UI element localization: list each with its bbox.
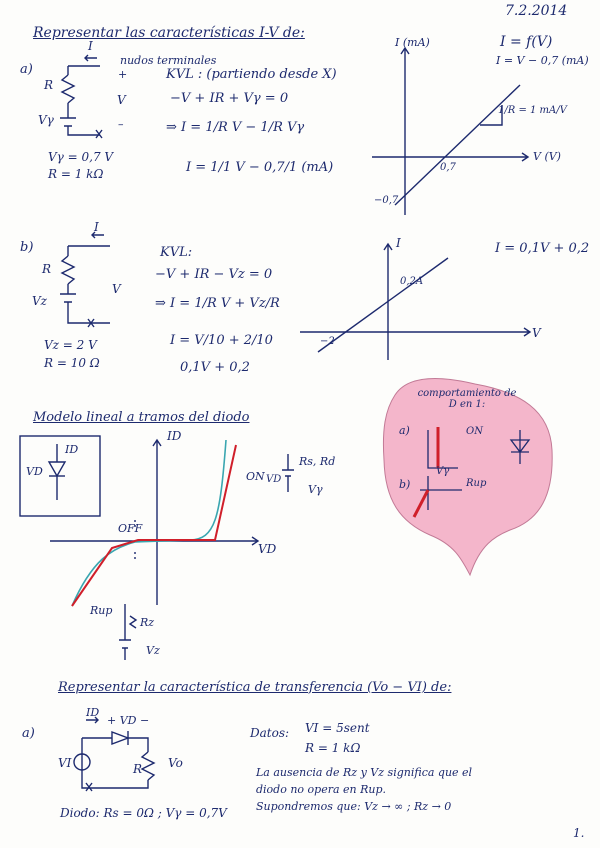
graph-eq-b: I = 0,1V + 0,2 bbox=[495, 241, 590, 256]
r-label-3: R bbox=[133, 762, 143, 776]
label-b: b) bbox=[20, 240, 34, 255]
eq1-b: −V + IR − Vz = 0 bbox=[155, 267, 273, 282]
vgamma-label-a: Vγ bbox=[38, 113, 54, 127]
rup-model bbox=[119, 604, 136, 660]
vd-label: + VD − bbox=[107, 714, 150, 727]
plus-a: + bbox=[118, 68, 128, 81]
note-line-2: diodo no opera en Rup. bbox=[256, 783, 387, 796]
pwl-red-curve bbox=[72, 445, 236, 606]
page-number: 1. bbox=[573, 826, 585, 840]
v-label-a: V bbox=[117, 93, 126, 107]
section-1-title: Representar las características I-V de: bbox=[33, 25, 305, 41]
label-a: a) bbox=[20, 62, 33, 77]
date: 7.2.2014 bbox=[505, 3, 568, 19]
on-vgamma: Vγ bbox=[308, 483, 323, 496]
section-3-title: Representar la característica de transferencia (Vo − VI) de: bbox=[58, 680, 452, 695]
on-label: ON bbox=[246, 470, 265, 483]
on-model bbox=[282, 454, 294, 492]
given-r-a: R = 1 kΩ bbox=[48, 167, 104, 181]
datos-label: Datos: bbox=[250, 726, 290, 740]
given-v-a: Vγ = 0,7 V bbox=[48, 150, 114, 164]
rz-label: Rz bbox=[140, 616, 155, 629]
bubble-title: comportamiento de D en 1: bbox=[417, 388, 517, 410]
eq2-a: ⇒ I = 1/R V − 1/R Vγ bbox=[166, 120, 305, 135]
x-axis-b: V bbox=[532, 326, 541, 340]
r-label-a: R bbox=[44, 78, 54, 92]
pwl-graph bbox=[50, 440, 258, 605]
note-line-1: La ausencia de Rz y Vz significa que el bbox=[256, 766, 473, 779]
eq3-b: I = V/10 + 2/10 bbox=[170, 333, 273, 348]
graph-title-a: I = f(V) bbox=[500, 34, 553, 50]
eq2-b: ⇒ I = 1/R V + Vz/R bbox=[155, 296, 280, 311]
given-v-b: Vz = 2 V bbox=[44, 338, 97, 352]
off-label: OFF bbox=[118, 522, 143, 535]
section-2-title: Modelo lineal a tramos del diodo bbox=[33, 410, 250, 425]
vo-label: Vo bbox=[168, 756, 183, 770]
graph-a bbox=[372, 48, 528, 215]
bubble-b: b) bbox=[399, 478, 411, 491]
circuit-b bbox=[60, 232, 110, 327]
kvl-b: KVL: bbox=[160, 245, 193, 260]
id-label: ID bbox=[86, 706, 100, 719]
label-3a: a) bbox=[22, 726, 35, 741]
rup-label: Rup bbox=[90, 604, 113, 617]
y-axis-a: I (mA) bbox=[395, 36, 430, 49]
x-axis-a: V (V) bbox=[533, 150, 561, 163]
graph-eq-a: I = V − 0,7 (mA) bbox=[496, 54, 589, 67]
kvl-a: KVL : (partiendo desde X) bbox=[166, 67, 337, 82]
y-axis-b: I bbox=[396, 236, 401, 250]
inset-current: ID bbox=[65, 443, 79, 456]
slope-a: 1/R = 1 mA/V bbox=[498, 105, 567, 116]
given-r-b: R = 10 Ω bbox=[44, 356, 100, 370]
on-model-label: Rs, Rd bbox=[299, 455, 336, 468]
vz-label-b: Vz bbox=[32, 294, 47, 308]
r-label-b: R bbox=[42, 262, 52, 276]
x-intercept-b: −2 bbox=[320, 336, 335, 347]
current-a: I bbox=[88, 39, 93, 53]
diode-params: Diodo: Rs = 0Ω ; Vγ = 0,7V bbox=[60, 806, 227, 820]
datos-vi: VI = 5sent bbox=[305, 721, 370, 735]
vi-label: VI bbox=[58, 756, 72, 770]
on-vd: VD bbox=[266, 474, 282, 485]
note-line-3: Supondremos que: Vz → ∞ ; Rz → 0 bbox=[256, 800, 452, 813]
circuit-3 bbox=[74, 717, 154, 791]
x-intercept-a: 0,7 bbox=[440, 162, 456, 173]
minus-a: – bbox=[118, 118, 124, 131]
bubble-b-rup: Rup bbox=[466, 478, 487, 489]
vz-label: Vz bbox=[146, 644, 160, 657]
datos-r: R = 1 kΩ bbox=[305, 741, 361, 755]
circuit-a bbox=[60, 55, 102, 138]
inset-vd: VD bbox=[26, 465, 43, 478]
pwl-x-axis: VD bbox=[258, 542, 277, 556]
v-label-b: V bbox=[112, 282, 121, 296]
bubble-a-on: ON bbox=[466, 426, 483, 437]
eq1-a: −V + IR + Vγ = 0 bbox=[170, 91, 289, 106]
bubble-a-v: Vγ bbox=[436, 466, 450, 477]
y-intercept-b: 0,2A bbox=[400, 276, 424, 287]
eq4-b: 0,1V + 0,2 bbox=[180, 360, 250, 375]
note-terminals: nudos terminales bbox=[120, 54, 217, 67]
bubble-a: a) bbox=[399, 424, 410, 437]
current-b: I bbox=[94, 220, 99, 234]
pwl-blue-curve bbox=[72, 440, 226, 606]
eq3-a: I = 1/1 V − 0,7/1 (mA) bbox=[186, 160, 334, 175]
y-intercept-a: −0,7 bbox=[374, 195, 399, 206]
pwl-y-axis: ID bbox=[167, 429, 182, 443]
